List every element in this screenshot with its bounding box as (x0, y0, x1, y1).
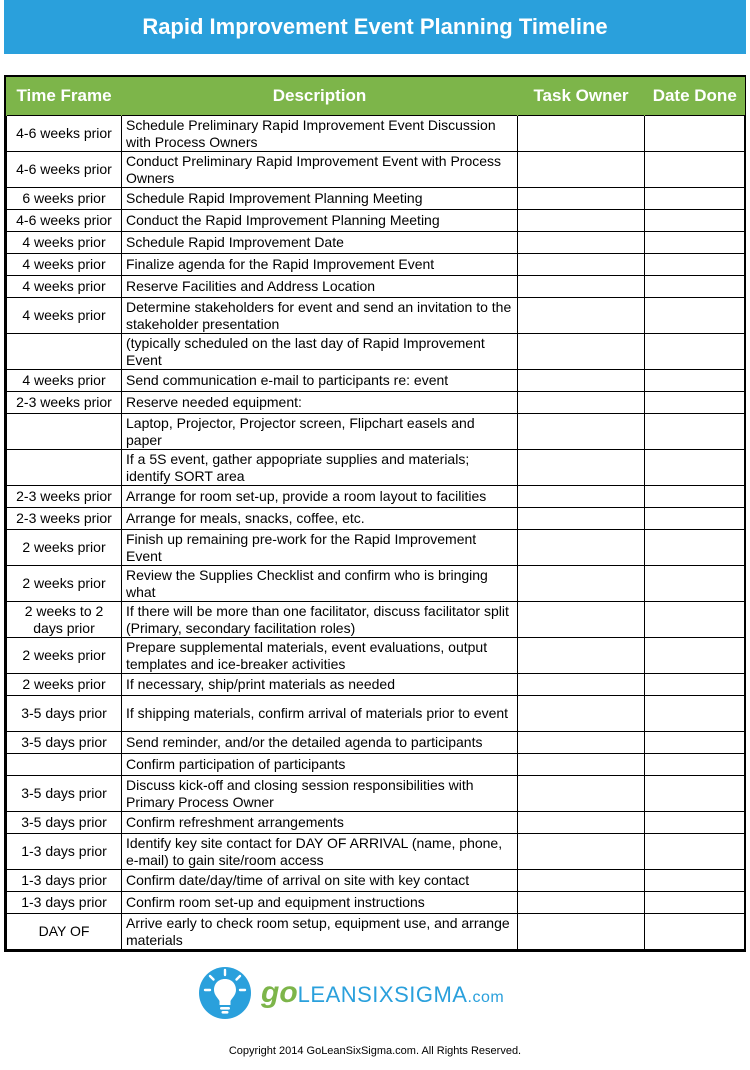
task-owner-cell[interactable] (518, 254, 645, 276)
task-owner-cell[interactable] (518, 392, 645, 414)
table-row (7, 486, 745, 508)
date-done-cell[interactable] (645, 530, 745, 566)
header-time-frame: Time Frame (7, 77, 122, 116)
time-frame-cell: 4 weeks prior (7, 276, 122, 298)
table-row (7, 210, 745, 232)
task-owner-cell[interactable] (518, 870, 645, 892)
time-frame-cell (7, 450, 122, 486)
table-row (7, 696, 745, 732)
table-row (7, 530, 745, 566)
table-row (7, 276, 745, 298)
task-owner-cell[interactable] (518, 370, 645, 392)
brand-logo (199, 962, 504, 1024)
time-frame-cell: 3-5 days prior (7, 776, 122, 812)
date-done-cell[interactable] (645, 834, 745, 870)
date-done-cell[interactable] (645, 450, 745, 486)
page-title: Rapid Improvement Event Planning Timeline (4, 0, 746, 54)
table-row (7, 602, 745, 638)
task-owner-cell[interactable] (518, 276, 645, 298)
time-frame-cell: 1-3 days prior (7, 892, 122, 914)
description-cell: Send reminder, and/or the detailed agenda to participants (122, 732, 518, 754)
table-row (7, 370, 745, 392)
description-cell: Send communication e-mail to participants re: event (122, 370, 518, 392)
header-date-done: Date Done (645, 77, 745, 116)
time-frame-cell: 1-3 days prior (7, 834, 122, 870)
date-done-cell[interactable] (645, 188, 745, 210)
task-owner-cell[interactable] (518, 732, 645, 754)
task-owner-cell[interactable] (518, 116, 645, 152)
task-owner-cell[interactable] (518, 754, 645, 776)
task-owner-cell[interactable] (518, 602, 645, 638)
date-done-cell[interactable] (645, 754, 745, 776)
description-cell: Reserve needed equipment: (122, 392, 518, 414)
date-done-cell[interactable] (645, 254, 745, 276)
date-done-cell[interactable] (645, 892, 745, 914)
table-row (7, 508, 745, 530)
description-cell: Determine stakeholders for event and send an invitation to the stakeholder presentation (122, 298, 518, 334)
description-cell: Schedule Rapid Improvement Date (122, 232, 518, 254)
task-owner-cell[interactable] (518, 486, 645, 508)
task-owner-cell[interactable] (518, 210, 645, 232)
description-cell: Arrange for meals, snacks, coffee, etc. (122, 508, 518, 530)
task-owner-cell[interactable] (518, 232, 645, 254)
planning-table (6, 77, 745, 950)
description-cell: Schedule Preliminary Rapid Improvement Event Discussion with Process Owners (122, 116, 518, 152)
brand-wordmark (261, 976, 504, 1010)
description-cell: Confirm participation of participants (122, 754, 518, 776)
table-row (7, 870, 745, 892)
description-cell: Schedule Rapid Improvement Planning Meeting (122, 188, 518, 210)
table-row (7, 414, 745, 450)
date-done-cell[interactable] (645, 732, 745, 754)
table-row (7, 834, 745, 870)
task-owner-cell[interactable] (518, 530, 645, 566)
description-cell: Confirm room set-up and equipment instructions (122, 892, 518, 914)
date-done-cell[interactable] (645, 696, 745, 732)
time-frame-cell: 1-3 days prior (7, 870, 122, 892)
time-frame-cell: 2 weeks prior (7, 638, 122, 674)
date-done-cell[interactable] (645, 914, 745, 950)
description-cell: Laptop, Projector, Projector screen, Flipchart easels and paper (122, 414, 518, 450)
date-done-cell[interactable] (645, 392, 745, 414)
task-owner-cell[interactable] (518, 914, 645, 950)
time-frame-cell: 2-3 weeks prior (7, 508, 122, 530)
time-frame-cell (7, 414, 122, 450)
date-done-cell[interactable] (645, 232, 745, 254)
table-row (7, 392, 745, 414)
task-owner-cell[interactable] (518, 298, 645, 334)
task-owner-cell[interactable] (518, 508, 645, 530)
table-row (7, 254, 745, 276)
description-cell: If there will be more than one facilitator, discuss facilitator split (Primary, secondary facilitation roles) (122, 602, 518, 638)
date-done-cell[interactable] (645, 370, 745, 392)
time-frame-cell: 2 weeks prior (7, 674, 122, 696)
time-frame-cell: 2-3 weeks prior (7, 486, 122, 508)
date-done-cell[interactable] (645, 566, 745, 602)
task-owner-cell[interactable] (518, 638, 645, 674)
task-owner-cell[interactable] (518, 834, 645, 870)
table-row (7, 674, 745, 696)
time-frame-cell: 2 weeks to 2 days prior (7, 602, 122, 638)
time-frame-cell (7, 334, 122, 370)
table-row (7, 232, 745, 254)
table-row (7, 754, 745, 776)
task-owner-cell[interactable] (518, 696, 645, 732)
planning-table-frame (4, 75, 746, 952)
description-cell: Finish up remaining pre-work for the Rapid Improvement Event (122, 530, 518, 566)
time-frame-cell: 3-5 days prior (7, 812, 122, 834)
date-done-cell[interactable] (645, 334, 745, 370)
header-description: Description (122, 77, 518, 116)
task-owner-cell[interactable] (518, 450, 645, 486)
table-row (7, 334, 745, 370)
table-row (7, 566, 745, 602)
description-cell: Prepare supplemental materials, event evaluations, output templates and ice-breaker activities (122, 638, 518, 674)
description-cell: Confirm refreshment arrangements (122, 812, 518, 834)
time-frame-cell: 2-3 weeks prior (7, 392, 122, 414)
description-cell: If a 5S event, gather appopriate supplies and materials; identify SORT area (122, 450, 518, 486)
task-owner-cell[interactable] (518, 188, 645, 210)
time-frame-cell: 3-5 days prior (7, 732, 122, 754)
task-owner-cell[interactable] (518, 566, 645, 602)
time-frame-cell: 4 weeks prior (7, 254, 122, 276)
description-cell: Arrange for room set-up, provide a room layout to facilities (122, 486, 518, 508)
time-frame-cell (7, 754, 122, 776)
table-header-row (7, 77, 745, 116)
description-cell: Conduct the Rapid Improvement Planning Meeting (122, 210, 518, 232)
table-row (7, 914, 745, 950)
description-cell: Identify key site contact for DAY OF ARRIVAL (name, phone, e-mail) to gain site/room access (122, 834, 518, 870)
table-row (7, 450, 745, 486)
date-done-cell[interactable] (645, 870, 745, 892)
table-row (7, 116, 745, 152)
description-cell: Review the Supplies Checklist and confirm who is bringing what (122, 566, 518, 602)
task-owner-cell[interactable] (518, 776, 645, 812)
date-done-cell[interactable] (645, 674, 745, 696)
time-frame-cell: 4-6 weeks prior (7, 210, 122, 232)
task-owner-cell[interactable] (518, 414, 645, 450)
table-row (7, 892, 745, 914)
date-done-cell[interactable] (645, 812, 745, 834)
date-done-cell[interactable] (645, 210, 745, 232)
time-frame-cell: DAY OF (7, 914, 122, 950)
date-done-cell[interactable] (645, 116, 745, 152)
lightbulb-icon (199, 962, 251, 1024)
date-done-cell[interactable] (645, 414, 745, 450)
task-owner-cell[interactable] (518, 892, 645, 914)
task-owner-cell[interactable] (518, 812, 645, 834)
date-done-cell[interactable] (645, 276, 745, 298)
description-cell: Arrive early to check room setup, equipment use, and arrange materials (122, 914, 518, 950)
time-frame-cell: 4-6 weeks prior (7, 152, 122, 188)
table-row (7, 812, 745, 834)
time-frame-cell: 2 weeks prior (7, 530, 122, 566)
brand-name: LEANSIXSIGMA (297, 982, 468, 1007)
description-cell: (typically scheduled on the last day of Rapid Improvement Event (122, 334, 518, 370)
table-body (7, 116, 745, 950)
date-done-cell[interactable] (645, 298, 745, 334)
description-cell: If shipping materials, confirm arrival of materials prior to event (122, 696, 518, 732)
description-cell: Finalize agenda for the Rapid Improvement Event (122, 254, 518, 276)
time-frame-cell: 2 weeks prior (7, 566, 122, 602)
header-task-owner: Task Owner (518, 77, 645, 116)
table-row (7, 638, 745, 674)
time-frame-cell: 4 weeks prior (7, 232, 122, 254)
task-owner-cell[interactable] (518, 152, 645, 188)
description-cell: Conduct Preliminary Rapid Improvement Event with Process Owners (122, 152, 518, 188)
description-cell: Reserve Facilities and Address Location (122, 276, 518, 298)
time-frame-cell: 4 weeks prior (7, 298, 122, 334)
brand-tld: .com (467, 989, 505, 1006)
table-row (7, 776, 745, 812)
table-row (7, 298, 745, 334)
description-cell: Discuss kick-off and closing session responsibilities with Primary Process Owner (122, 776, 518, 812)
brand-go: go (261, 976, 298, 1009)
table-row (7, 732, 745, 754)
time-frame-cell: 3-5 days prior (7, 696, 122, 732)
date-done-cell[interactable] (645, 508, 745, 530)
date-done-cell[interactable] (645, 638, 745, 674)
time-frame-cell: 4 weeks prior (7, 370, 122, 392)
date-done-cell[interactable] (645, 486, 745, 508)
table-row (7, 188, 745, 210)
time-frame-cell: 6 weeks prior (7, 188, 122, 210)
description-cell: If necessary, ship/print materials as needed (122, 674, 518, 696)
description-cell: Confirm date/day/time of arrival on site with key contact (122, 870, 518, 892)
task-owner-cell[interactable] (518, 674, 645, 696)
time-frame-cell: 4-6 weeks prior (7, 116, 122, 152)
copyright-notice: Copyright 2014 GoLeanSixSigma.com. All Rights Reserved. (228, 1045, 522, 1057)
task-owner-cell[interactable] (518, 334, 645, 370)
date-done-cell[interactable] (645, 152, 745, 188)
date-done-cell[interactable] (645, 602, 745, 638)
date-done-cell[interactable] (645, 776, 745, 812)
table-row (7, 152, 745, 188)
